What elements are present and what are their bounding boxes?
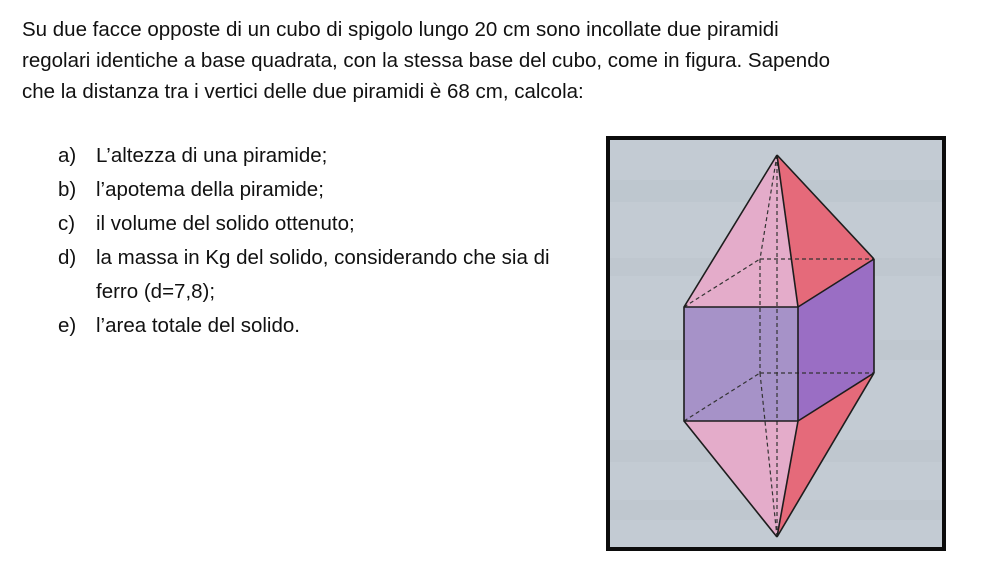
list-item — [58, 207, 578, 241]
list-item — [58, 173, 578, 207]
list-item — [58, 241, 578, 309]
intro-line-2: regolari identiche a base quadrata, con la stessa base del cubo, come in figura. Sapendo — [22, 49, 830, 72]
list-item — [58, 139, 578, 173]
question-text: L’altezza di una piramide; — [96, 144, 328, 167]
question-text: l’apotema della piramide; — [96, 178, 324, 201]
cube-front-face — [684, 307, 798, 421]
cube-with-pyramids-diagram — [610, 140, 942, 547]
question-label: c) — [58, 212, 76, 235]
question-label: d) — [58, 246, 77, 269]
question-label: b) — [58, 178, 77, 201]
question-label: e) — [58, 314, 77, 337]
problem-statement — [22, 14, 977, 107]
question-text: la massa in Kg del solido, considerando che sia di ferro (d=7,8); — [96, 246, 550, 303]
question-text: l’area totale del solido. — [96, 314, 300, 337]
question-text: il volume del solido ottenuto; — [96, 212, 355, 235]
list-item — [58, 309, 578, 343]
question-label: a) — [58, 144, 77, 167]
solid-figure-photo — [606, 136, 946, 551]
intro-line-1: Su due facce opposte di un cubo di spigolo lungo 20 cm sono incollate due piramidi — [22, 18, 779, 41]
intro-line-3: che la distanza tra i vertici delle due piramidi è 68 cm, calcola: — [22, 80, 584, 103]
question-list — [58, 139, 578, 343]
